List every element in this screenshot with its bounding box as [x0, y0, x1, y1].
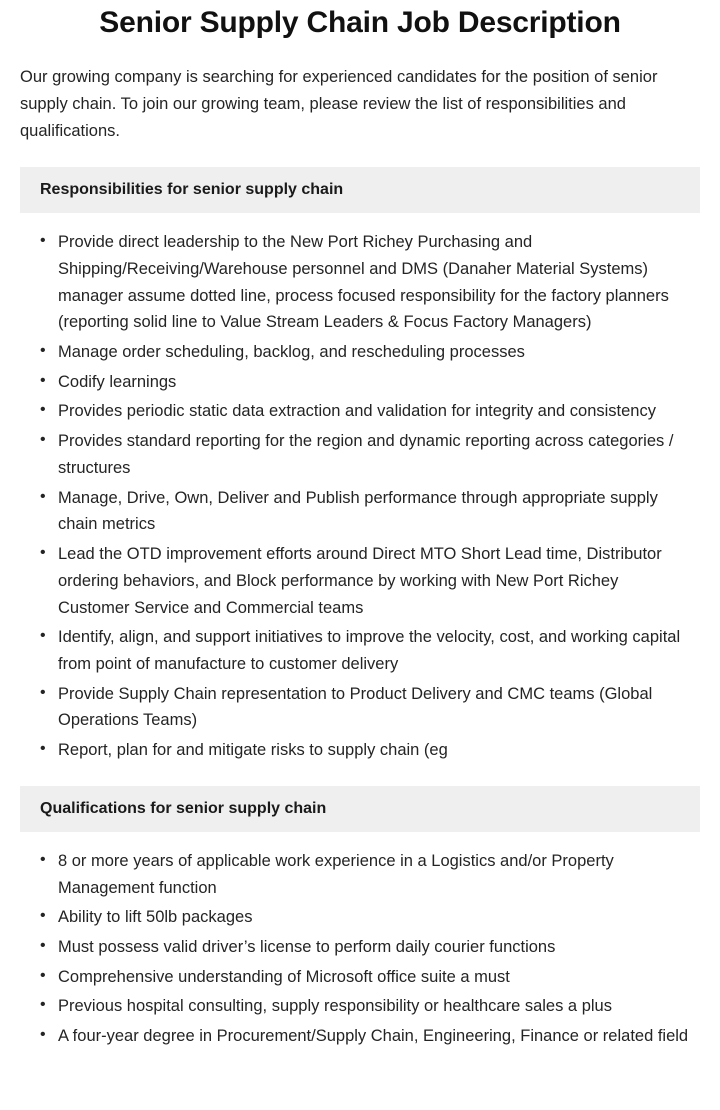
responsibilities-list — [20, 229, 700, 764]
list-item: • 8 or more years of applicable work experience in a Logistics and/or Property Management function — [20, 848, 692, 901]
list-item: • Manage, Drive, Own, Deliver and Publish performance through appropriate supply chain metrics — [20, 485, 692, 538]
list-item: • Must possess valid driver’s license to perform daily courier functions — [20, 934, 692, 961]
list-item: • Ability to lift 50lb packages — [20, 904, 692, 931]
section-header-responsibilities: Responsibilities for senior supply chain — [20, 167, 700, 213]
section-header-qualifications: Qualifications for senior supply chain — [20, 786, 700, 832]
list-item: • Report, plan for and mitigate risks to supply chain (eg — [20, 737, 692, 764]
list-item: • Codify learnings — [20, 369, 692, 396]
list-item: • Comprehensive understanding of Microsoft office suite a must — [20, 964, 692, 991]
section-divider — [20, 772, 700, 786]
intro-paragraph: Our growing company is searching for experienced candidates for the position of senior supply chain. To join our growing team, please review the list of responsibilities and qualifications. — [20, 67, 658, 140]
list-item: • Lead the OTD improvement efforts around Direct MTO Short Lead time, Distributor ordering behaviors, and Block performance by working with New Port Richey Customer Service and Commercial teams — [20, 541, 692, 621]
list-item: • Provide Supply Chain representation to Product Delivery and CMC teams (Global Operations Teams) — [20, 681, 692, 734]
page-title: Senior Supply Chain Job Description — [99, 6, 621, 39]
list-item: • Provides periodic static data extraction and validation for integrity and consistency — [20, 398, 692, 425]
list-item: • Provide direct leadership to the New Port Richey Purchasing and Shipping/Receiving/Warehouse personnel and DMS (Danaher Material Systems) manager assume dotted line, process focused responsibility for the factory planners (reporting solid line to Value Stream Leaders & Focus Factory Managers) — [20, 229, 692, 336]
list-item: • Provides standard reporting for the region and dynamic reporting across categories / structures — [20, 428, 692, 481]
list-item: • Identify, align, and support initiatives to improve the velocity, cost, and working capital from point of manufacture to customer delivery — [20, 624, 692, 677]
list-item: • Previous hospital consulting, supply responsibility or healthcare sales a plus — [20, 993, 692, 1020]
qualifications-list — [20, 848, 700, 1050]
job-description-document — [0, 4, 720, 1076]
list-item: • Manage order scheduling, backlog, and rescheduling processes — [20, 339, 692, 366]
list-item: • A four-year degree in Procurement/Supply Chain, Engineering, Finance or related field — [20, 1023, 692, 1050]
